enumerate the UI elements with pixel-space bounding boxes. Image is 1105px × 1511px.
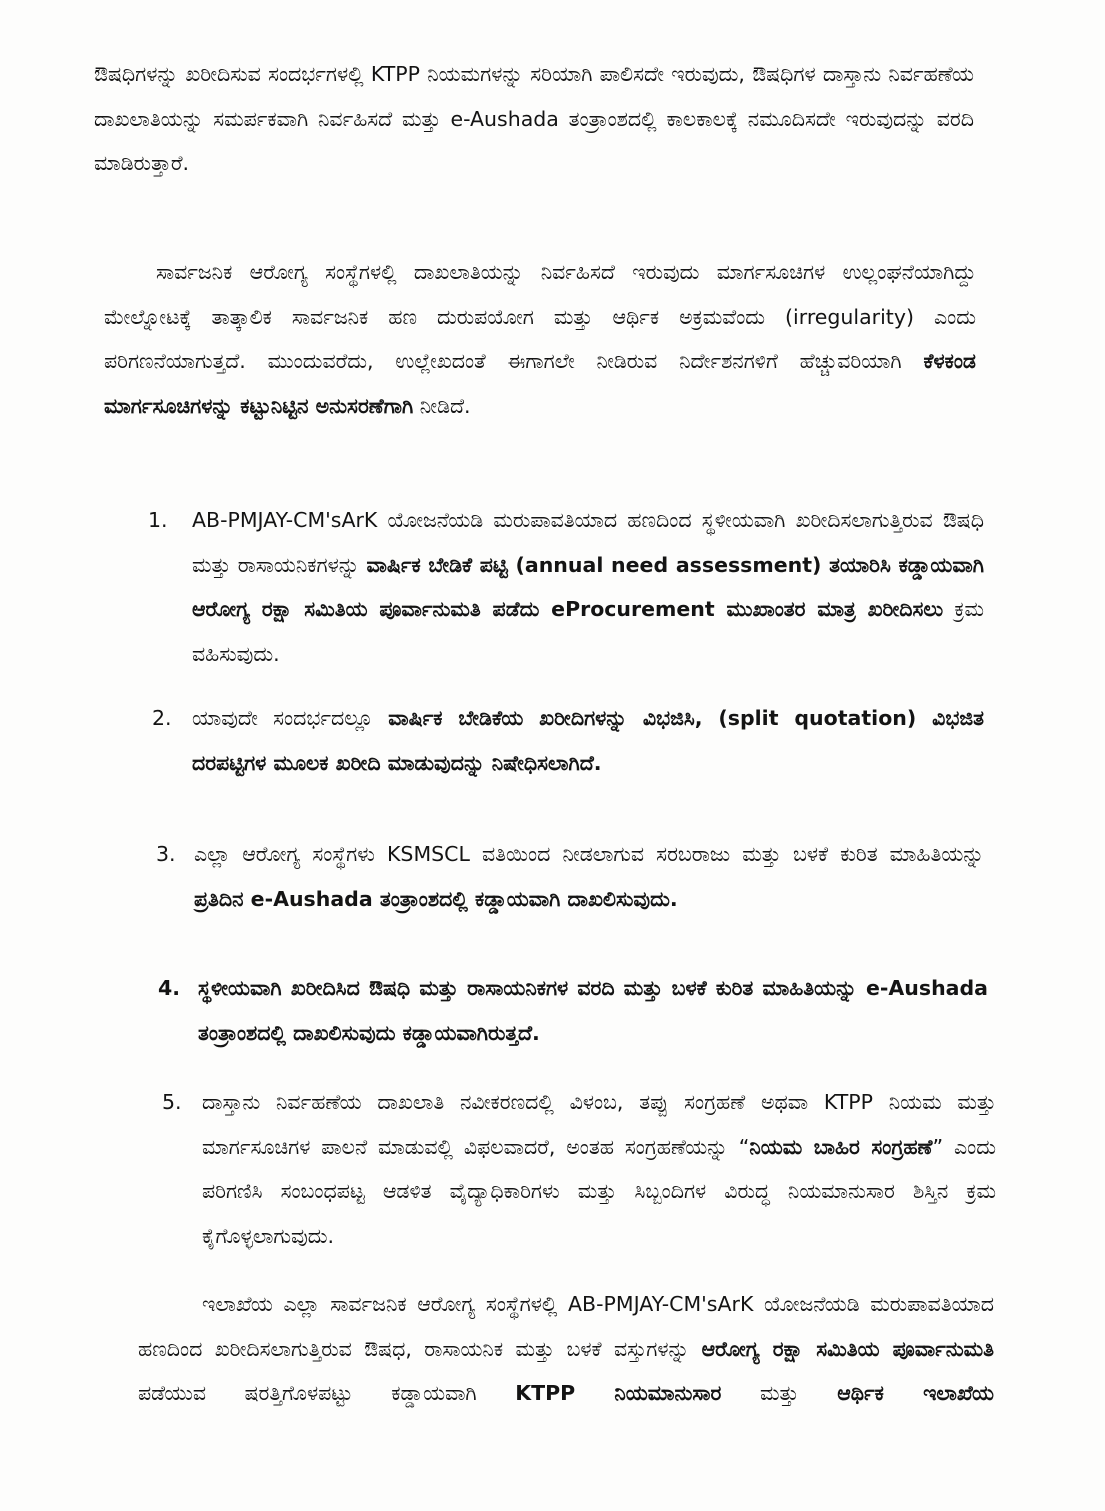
directive-text: ಸಾರ್ವಜನಿಕ ಆರೋಗ್ಯ ಸಂಸ್ಥೆಗಳಲ್ಲಿ ದಾಖಲಾತಿಯನ್ನು ನಿರ್ವಹಿಸದೆ ಇರುವುದು ಮಾರ್ಗಸೂಚಿಗಳ ಉಲ್ಲಂಘನೆಯಾಗಿದ್ದು ಮೇಲ್ನೋಟಕ್ಕೆ ತಾತ್ಕಾಲಿಕ ಸಾರ್ವಜನಿಕ ಹಣ ದುರುಪಯೋಗ ಮತ್ತು ಆರ್ಥಿಕ ಅಕ್ರಮವೆಂದು (irregularity) ಎಂದು ಪರಿಗಣನೆಯಾಗುತ್ತದೆ. ಮುಂದುವರೆದು, ಉಲ್ಲೇಖದಂತೆ ಈಗಾಗಲೇ ನೀಡಿರುವ ನಿರ್ದೇಶನಗಳಿಗೆ ಹೆಚ್ಚುವರಿಯಾಗಿ — [104, 260, 976, 373]
item-text-bold: ಸ್ಥಳೀಯವಾಗಿ ಖರೀದಿಸಿದ ಔಷಧಿ ಮತ್ತು ರಾಸಾಯನಿಕಗಳ ವರದಿ ಮತ್ತು ಬಳಕೆ ಕುರಿತ ಮಾಹಿತಿಯನ್ನು e-Aushada ತಂತ್ರಾಂಶದಲ್ಲಿ ದಾಖಲಿಸುವುದು ಕಡ್ಡಾಯವಾಗಿರುತ್ತದೆ. — [198, 976, 988, 1045]
item-text-bold: ಪ್ರತಿದಿನ e-Aushada ತಂತ್ರಾಂಶದಲ್ಲಿ ಕಡ್ಡಾಯವಾಗಿ ದಾಖಲಿಸುವುದು. — [194, 886, 678, 911]
item-number: 4. — [158, 976, 181, 1000]
closing-paragraph — [138, 1282, 994, 1416]
item-text — [202, 1080, 996, 1258]
item-number: 5. — [162, 1090, 182, 1114]
item-text-plain-end: ” ಎಂದು ಪರಿಗಣಿಸಿ ಸಂಬಂಧಪಟ್ಟ ಆಡಳಿತ ವೈದ್ಯಾಧಿಕಾರಿಗಳು ಮತ್ತು ಸಿಬ್ಬಂದಿಗಳ ವಿರುದ್ಧ ನಿಯಮಾನುಸಾರ ಶಿಸ್ತಿನ ಕ್ರಮ ಕೈಗೊಳ್ಳಲಾಗುವುದು. — [202, 1134, 996, 1248]
item-text-bold: ವಾರ್ಷಿಕ ಬೇಡಿಕೆಯ ಖರೀದಿಗಳನ್ನು ವಿಭಜಿಸಿ, (split quotation) ವಿಭಜಿತ ದರಪಟ್ಟಿಗಳ ಮೂಲಕ ಖರೀದಿ ಮಾಡುವುದನ್ನು ನಿಷೇಧಿಸಲಾಗಿದೆ. — [192, 706, 984, 775]
closing-text: ಮತ್ತು — [760, 1381, 799, 1405]
item-text-plain: ಎಲ್ಲಾ ಆರೋಗ್ಯ ಸಂಸ್ಥೆಗಳು KSMSCL ವತಿಯಿಂದ ನೀಡಲಾಗುವ ಸರಬರಾಜು ಮತ್ತು ಬಳಕೆ ಕುರಿತ ಮಾಹಿತಿಯನ್ನು — [194, 842, 984, 866]
item-text — [194, 832, 984, 921]
item-text-plain-end: ಕ್ರಮ ವಹಿಸುವುದು. — [192, 597, 984, 666]
item-number: 2. — [152, 706, 172, 730]
closing-text: ಇಲಾಖೆಯ ಎಲ್ಲಾ ಸಾರ್ವಜನಿಕ ಆರೋಗ್ಯ ಸಂಸ್ಥೆಗಳಲ್ಲಿ AB-PMJAY-CM'sArK ಯೋಜನೆಯಡಿ ಮರುಪಾವತಿಯಾದ ಹಣದಿಂದ ಖರೀದಿಸಲಾಗುತ್ತಿರುವ ಔಷಧ, ರಾಸಾಯನಿಕ ಮತ್ತು ಬಳಕೆ ವಸ್ತುಗಳನ್ನು — [138, 1292, 994, 1361]
item-text-plain: ಯಾವುದೇ ಸಂದರ್ಭದಲ್ಲೂ — [192, 706, 373, 730]
item-text-plain: ದಾಸ್ತಾನು ನಿರ್ವಹಣೆಯ ದಾಖಲಾತಿ ನವೀಕರಣದಲ್ಲಿ ವಿಳಂಬ, ತಪ್ಪು ಸಂಗ್ರಹಣೆ ಅಥವಾ KTPP ನಿಯಮ ಮತ್ತು ಮಾರ್ಗಸೂಚಿಗಳ ಪಾಲನೆ ಮಾಡುವಲ್ಲಿ ವಿಫಲವಾದರೆ, ಅಂತಹ ಸಂಗ್ರಹಣೆಯನ್ನು “ — [202, 1090, 996, 1159]
intro-paragraph: ಔಷಧಿಗಳನ್ನು ಖರೀದಿಸುವ ಸಂದರ್ಭಗಳಲ್ಲಿ KTPP ನಿಯಮಗಳನ್ನು ಸರಿಯಾಗಿ ಪಾಲಿಸದೇ ಇರುವುದು, ಔಷಧಿಗಳ ದಾಸ್ತಾನು ನಿರ್ವಹಣೆಯ ದಾಖಲಾತಿಯನ್ನು ಸಮರ್ಪಕವಾಗಿ ನಿರ್ವಹಿಸದೆ ಮತ್ತು e-Aushada ತಂತ್ರಾಂಶದಲ್ಲಿ ಕಾಲಕಾಲಕ್ಕೆ ನಮೂದಿಸದೇ ಇರುವುದನ್ನು ವರದಿ ಮಾಡಿರುತ್ತಾರೆ. — [94, 62, 974, 175]
directive-text-end: ನೀಡಿದೆ. — [419, 393, 471, 418]
closing-text: ಪಡೆಯುವ ಷರತ್ತಿಗೊಳಪಟ್ಟು ಕಡ್ಡಾಯವಾಗಿ — [138, 1381, 477, 1405]
item-text — [192, 696, 984, 785]
item-text — [198, 966, 988, 1055]
item-text-bold: ನಿಯಮ ಬಾಹಿರ ಸಂಗ್ರಹಣೆ — [749, 1134, 933, 1159]
list-item — [162, 1080, 996, 1304]
directive-paragraph — [104, 250, 976, 428]
item-text — [192, 498, 984, 676]
closing-bold-text: ಆರೋಗ್ಯ ರಕ್ಷಾ ಸಮಿತಿಯ ಪೂರ್ವಾನುಮತಿ — [701, 1336, 994, 1361]
closing-bold-text: KTPP ನಿಯಮಾನುಸಾರ — [515, 1381, 722, 1405]
item-text-plain: AB-PMJAY-CM'sArK ಯೋಜನೆಯಡಿ ಮರುಪಾವತಿಯಾದ ಹಣದಿಂದ ಸ್ಥಳೀಯವಾಗಿ ಖರೀದಿಸಲಾಗುತ್ತಿರುವ ಔಷಧಿ ಮತ್ತು ರಾಸಾಯನಿಕಗಳನ್ನು — [192, 508, 984, 577]
directive-bold-text: ಕೆಳಕಂಡ ಮಾರ್ಗಸೂಚಿಗಳನ್ನು ಕಟ್ಟುನಿಟ್ಟಿನ ಅನುಸರಣೆಗಾಗಿ — [104, 349, 976, 418]
item-number: 1. — [148, 508, 168, 532]
list-item — [156, 832, 984, 966]
item-text-bold: ವಾರ್ಷಿಕ ಬೇಡಿಕೆ ಪಟ್ಟಿ (annual need assessment) ತಯಾರಿಸಿ ಕಡ್ಡಾಯವಾಗಿ ಆರೋಗ್ಯ ರಕ್ಷಾ ಸಮಿತಿಯ ಪೂರ್ವಾನುಮತಿ ಪಡೆದು eProcurement ಮುಖಾಂತರ ಮಾತ್ರ ಖರೀದಿಸಲು — [192, 552, 984, 621]
item-number: 3. — [156, 842, 176, 866]
closing-bold-text: ಆರ್ಥಿಕ ಇಲಾಖೆಯ — [837, 1381, 994, 1405]
list-item — [152, 696, 984, 830]
list-item — [148, 498, 984, 722]
